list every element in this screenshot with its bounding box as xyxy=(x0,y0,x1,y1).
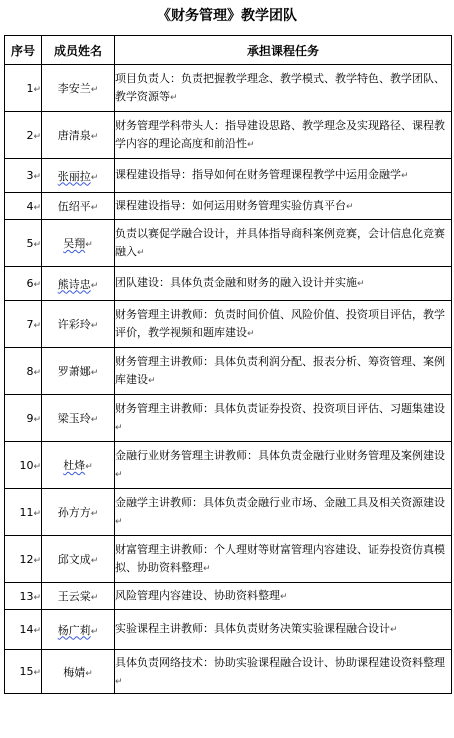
paragraph-mark-icon: ↵ xyxy=(346,201,354,212)
course-duty-text: 财富管理主讲教师：个人理财等财富管理内容建设、证券投资仿真模拟、协助资料整理 xyxy=(115,543,445,574)
course-duty-text: 金融学主讲教师：具体负责金融行业市场、金融工具及相关资源建设 xyxy=(115,496,445,509)
paragraph-mark-icon: ↵ xyxy=(33,280,41,290)
table-row xyxy=(5,193,452,220)
paragraph-mark-icon: ↵ xyxy=(33,320,41,331)
row-number-cell xyxy=(5,583,42,610)
row-number-cell xyxy=(5,489,42,536)
paragraph-mark-icon: ↵ xyxy=(90,626,99,637)
header-duty: 承担课程任务 xyxy=(115,36,452,65)
paragraph-mark-icon: ↵ xyxy=(148,376,156,386)
paragraph-mark-icon: ↵ xyxy=(33,202,41,213)
member-name: 李安兰 xyxy=(57,82,91,95)
table-row xyxy=(5,348,452,395)
row-number-cell xyxy=(5,348,42,395)
paragraph-mark-icon: ↵ xyxy=(33,508,41,519)
table-row xyxy=(5,301,452,348)
member-name-cell xyxy=(42,159,115,193)
table-row xyxy=(5,583,452,610)
member-name: 梅婧 xyxy=(63,665,86,679)
row-number-cell xyxy=(5,610,42,650)
paragraph-mark-icon: ↵ xyxy=(33,367,41,378)
course-duty-text: 团队建设：具体负责金融和财务的融入设计并实施 xyxy=(115,276,357,289)
course-duty-wrapper xyxy=(115,166,451,185)
course-duty-wrapper xyxy=(115,117,451,153)
paragraph-mark-icon: ↵ xyxy=(85,668,93,679)
paragraph-mark-icon: ↵ xyxy=(247,329,255,339)
header-row xyxy=(5,36,452,65)
paragraph-mark-icon: ↵ xyxy=(33,555,41,566)
row-number: 6 xyxy=(26,277,34,290)
table-row xyxy=(5,159,452,193)
table-row xyxy=(5,650,452,694)
row-number-cell xyxy=(5,65,42,112)
course-duty-cell xyxy=(115,220,452,267)
member-name-cell xyxy=(42,536,115,583)
member-name-cell xyxy=(42,489,115,536)
row-number: 3 xyxy=(26,169,34,182)
row-number: 5 xyxy=(26,236,34,250)
member-name: 吴翔 xyxy=(63,237,86,250)
table-row xyxy=(5,442,452,489)
member-name-cell xyxy=(42,193,115,220)
member-name: 杜烽 xyxy=(63,459,86,472)
row-number-cell xyxy=(5,159,42,193)
course-duty-wrapper xyxy=(115,494,451,530)
paragraph-mark-icon: ↵ xyxy=(390,625,398,635)
course-duty-text: 财务管理学科带头人：指导建设思路、教学理念及实现路径、课程教学内容的理论高度和前沿性 xyxy=(115,119,445,150)
table-body xyxy=(5,65,452,694)
paragraph-mark-icon: ↵ xyxy=(137,248,145,258)
member-name-cell xyxy=(42,650,115,694)
course-duty-wrapper xyxy=(115,197,451,216)
member-name: 张丽拉 xyxy=(57,169,91,183)
paragraph-mark-icon: ↵ xyxy=(33,84,41,95)
paragraph-mark-icon: ↵ xyxy=(115,517,123,527)
document-title: 《财务管理》教学团队 xyxy=(157,8,297,24)
paragraph-mark-icon: ↵ xyxy=(90,593,99,603)
row-number-cell xyxy=(5,395,42,442)
paragraph-mark-icon: ↵ xyxy=(115,676,123,687)
row-number: 11 xyxy=(19,505,34,519)
row-number: 15 xyxy=(19,665,34,678)
paragraph-mark-icon: ↵ xyxy=(33,172,41,182)
paragraph-mark-icon: ↵ xyxy=(247,140,255,150)
course-duty-wrapper xyxy=(115,306,451,342)
paragraph-mark-icon: ↵ xyxy=(90,203,99,213)
member-name: 杨广莉 xyxy=(57,623,91,637)
row-number: 9 xyxy=(26,411,34,425)
member-name: 罗萧娜 xyxy=(57,365,91,378)
team-table xyxy=(4,35,452,694)
row-number-cell xyxy=(5,220,42,267)
table-row xyxy=(5,112,452,159)
member-name-cell xyxy=(42,65,115,112)
course-duty-text: 项目负责人：负责把握教学理念、教学模式、教学特色、教学团队、教学资源等 xyxy=(115,72,445,103)
paragraph-mark-icon: ↵ xyxy=(33,414,41,425)
table-row xyxy=(5,65,452,112)
course-duty-cell xyxy=(115,348,452,395)
row-number: 1 xyxy=(26,81,34,95)
course-duty-wrapper xyxy=(115,70,451,106)
course-duty-text: 风险管理内容建设、协助资料整理 xyxy=(115,588,280,602)
course-duty-cell xyxy=(115,610,452,650)
paragraph-mark-icon: ↵ xyxy=(280,591,288,602)
row-number: 8 xyxy=(26,364,34,378)
course-duty-wrapper xyxy=(115,587,451,606)
paragraph-mark-icon: ↵ xyxy=(90,368,99,378)
paragraph-mark-icon: ↵ xyxy=(90,85,99,95)
course-duty-wrapper xyxy=(115,654,451,690)
course-duty-text: 财务管理主讲教师：具体负责利润分配、报表分析、筹资管理、案例库建设 xyxy=(115,355,445,386)
paragraph-mark-icon: ↵ xyxy=(33,461,41,472)
header-name: 成员姓名 xyxy=(42,36,115,65)
course-duty-cell xyxy=(115,489,452,536)
course-duty-wrapper xyxy=(115,353,451,389)
course-duty-text: 具体负责网络技术：协助实验课程融合设计、协助课程建设资料整理 xyxy=(115,655,445,669)
member-name-cell xyxy=(42,301,115,348)
paragraph-mark-icon: ↵ xyxy=(85,462,93,472)
row-number: 4 xyxy=(26,199,34,213)
course-duty-text: 财务管理主讲教师：具体负责证券投资、投资项目评估、习题集建设 xyxy=(115,402,445,415)
row-number: 7 xyxy=(26,317,34,331)
paragraph-mark-icon: ↵ xyxy=(115,470,123,480)
course-duty-text: 财务管理主讲教师：负责时间价值、风险价值、投资项目评估，教学评价，教学视频和题库建设 xyxy=(115,308,445,339)
row-number-cell xyxy=(5,442,42,489)
table-row xyxy=(5,395,452,442)
row-number-cell xyxy=(5,301,42,348)
member-name: 唐清泉 xyxy=(57,129,91,142)
member-name-cell xyxy=(42,267,115,301)
header-no: 序号 xyxy=(5,36,42,65)
member-name-cell xyxy=(42,583,115,610)
paragraph-mark-icon: ↵ xyxy=(357,279,365,289)
table-row xyxy=(5,489,452,536)
course-duty-wrapper xyxy=(115,225,451,261)
member-name: 伍绍平 xyxy=(57,200,91,213)
course-duty-text: 金融行业财务管理主讲教师：具体负责金融行业财务管理及案例建设 xyxy=(115,449,445,462)
row-number: 12 xyxy=(19,552,34,566)
paragraph-mark-icon: ↵ xyxy=(33,626,41,636)
row-number: 14 xyxy=(19,623,34,636)
table-row xyxy=(5,536,452,583)
course-duty-cell xyxy=(115,583,452,610)
member-name-cell xyxy=(42,442,115,489)
table-row xyxy=(5,220,452,267)
course-duty-cell xyxy=(115,159,452,193)
course-duty-wrapper xyxy=(115,274,451,293)
member-name: 梁玉玲 xyxy=(57,412,91,425)
member-name: 孙方方 xyxy=(57,506,91,519)
course-duty-cell xyxy=(115,536,452,583)
course-duty-text: 课程建设指导：指导如何在财务管理课程教学中运用金融学 xyxy=(115,168,401,181)
row-number-cell xyxy=(5,650,42,694)
member-name: 王云棠 xyxy=(57,590,91,603)
paragraph-mark-icon: ↵ xyxy=(33,131,41,142)
row-number-cell xyxy=(5,193,42,220)
paragraph-mark-icon: ↵ xyxy=(33,592,41,603)
row-number: 10 xyxy=(19,458,34,472)
member-name-cell xyxy=(42,348,115,395)
course-duty-text: 负责以赛促学融合设计，并具体指导商科案例竞赛，会计信息化竞赛融入 xyxy=(115,227,445,258)
course-duty-cell xyxy=(115,193,452,220)
row-number: 13 xyxy=(19,589,34,603)
course-duty-cell xyxy=(115,650,452,694)
course-duty-cell xyxy=(115,112,452,159)
paragraph-mark-icon: ↵ xyxy=(90,509,99,519)
course-duty-cell xyxy=(115,395,452,442)
member-name-cell xyxy=(42,112,115,159)
row-number-cell xyxy=(5,112,42,159)
paragraph-mark-icon: ↵ xyxy=(33,239,41,250)
paragraph-mark-icon: ↵ xyxy=(90,556,99,566)
paragraph-mark-icon: ↵ xyxy=(33,668,41,678)
member-name: 邱文成 xyxy=(57,553,91,566)
course-duty-wrapper xyxy=(115,620,451,639)
member-name: 熊诗忠 xyxy=(57,277,91,291)
course-duty-cell xyxy=(115,267,452,301)
row-number: 2 xyxy=(26,128,34,142)
member-name: 许彩玲 xyxy=(57,318,91,331)
paragraph-mark-icon: ↵ xyxy=(170,93,178,103)
row-number-cell xyxy=(5,267,42,301)
paragraph-mark-icon: ↵ xyxy=(90,172,99,183)
paragraph-mark-icon: ↵ xyxy=(203,564,211,574)
paragraph-mark-icon: ↵ xyxy=(115,423,123,433)
paragraph-mark-icon: ↵ xyxy=(90,280,99,291)
course-duty-cell xyxy=(115,442,452,489)
member-name-cell xyxy=(42,395,115,442)
course-duty-wrapper xyxy=(115,541,451,577)
paragraph-mark-icon: ↵ xyxy=(90,321,99,331)
member-name-cell xyxy=(42,220,115,267)
paragraph-mark-icon: ↵ xyxy=(90,415,99,425)
course-duty-wrapper xyxy=(115,447,451,483)
row-number-cell xyxy=(5,536,42,583)
course-duty-text: 实验课程主讲教师：具体负责财务决策实验课程融合设计 xyxy=(115,622,390,635)
member-name-cell xyxy=(42,610,115,650)
paragraph-mark-icon: ↵ xyxy=(85,240,93,250)
table-row xyxy=(5,610,452,650)
paragraph-mark-icon: ↵ xyxy=(90,132,99,142)
course-duty-cell xyxy=(115,301,452,348)
course-duty-wrapper xyxy=(115,400,451,436)
paragraph-mark-icon: ↵ xyxy=(401,171,409,181)
course-duty-text: 课程建设指导：如何运用财务管理实验仿真平台 xyxy=(115,198,346,212)
course-duty-cell xyxy=(115,65,452,112)
table-row xyxy=(5,267,452,301)
